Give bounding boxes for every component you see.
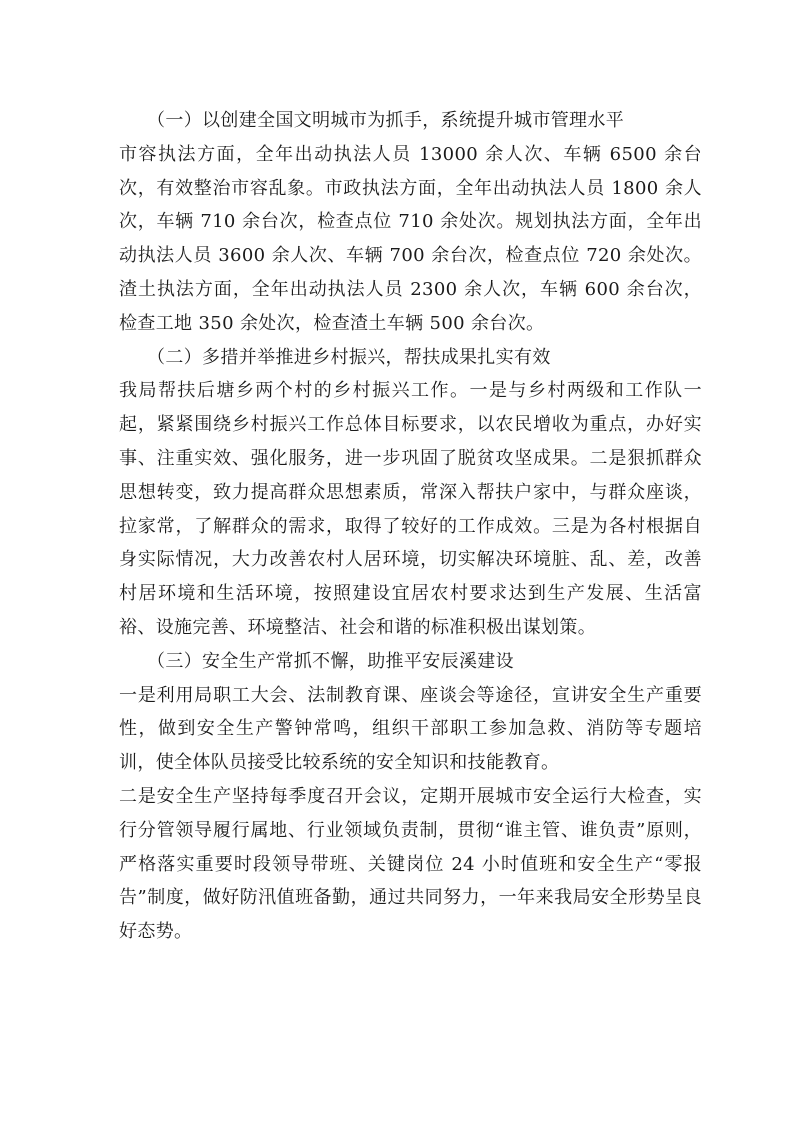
section-2-paragraph-1: 我局帮扶后塘乡两个村的乡村振兴工作。一是与乡村两级和工作队一起，紧紧围绕乡村振兴工作总体目标要求，以农民增收为重点，办好实事、注重实效、强化服务，进一步巩固了脱贫攻坚成果。二是狠抓群众思想转变，致力提高群众思想素质，常深入帮扶户家中，与群众座谈，拉家常，了解群众的需求，取得了较好的工作成效。三是为各村根据自身实际情况，大力改善农村人居环境，切实解决环境脏、乱、差，改善村居环境和生活环境，按照建设宜居农村要求达到生产发展、生活富裕、设施完善、环境整洁、社会和谐的标准积极出谋划策。 — [119, 380, 702, 638]
section-3-paragraph-1: 一是利用局职工大会、法制教育课、座谈会等途径，宣讲安全生产重要性，做到安全生产警钟常鸣，组织干部职工参加急救、消防等专题培训，使全体队员接受比较系统的安全知识和技能教育。 — [119, 684, 702, 774]
section-heading-2: （二）多措并举推进乡村振兴，帮扶成果扎实有效 — [147, 346, 551, 368]
document-body — [119, 104, 702, 949]
section-1-paragraph-1: 市容执法方面，全年出动执法人员 13000 余人次、车辆 6500 余台次，有效整治市容乱象。市政执法方面，全年出动执法人员 1800 余人次，车辆 710 余台次，检查点位 710 余处次。规划执法方面，全年出动执法人员 3600 余人次、车辆 700 余台次，检查点位 720 余处次。渣土执法方面，全年出动执法人员 2300 余人次，车辆 600 余台次，检查工地 350 余处次，检查渣土车辆 500 余台次。 — [119, 143, 702, 334]
section-heading-1: （一）以创建全国文明城市为抓手，系统提升城市管理水平 — [147, 110, 625, 131]
section-heading-3: （三）安全生产常抓不懈，助推平安辰溪建设 — [147, 650, 514, 672]
section-3-paragraph-2: 二是安全生产坚持每季度召开会议，定期开展城市安全运行大检查，实行分管领导履行属地、行业领域负责制，贯彻“谁主管、谁负责”原则，严格落实重要时段领导带班、关键岗位 24 小时值班和安全生产“零报告”制度，做好防汛值班备勤，通过共同努力，一年来我局安全形势呈良好态势。 — [119, 785, 702, 943]
